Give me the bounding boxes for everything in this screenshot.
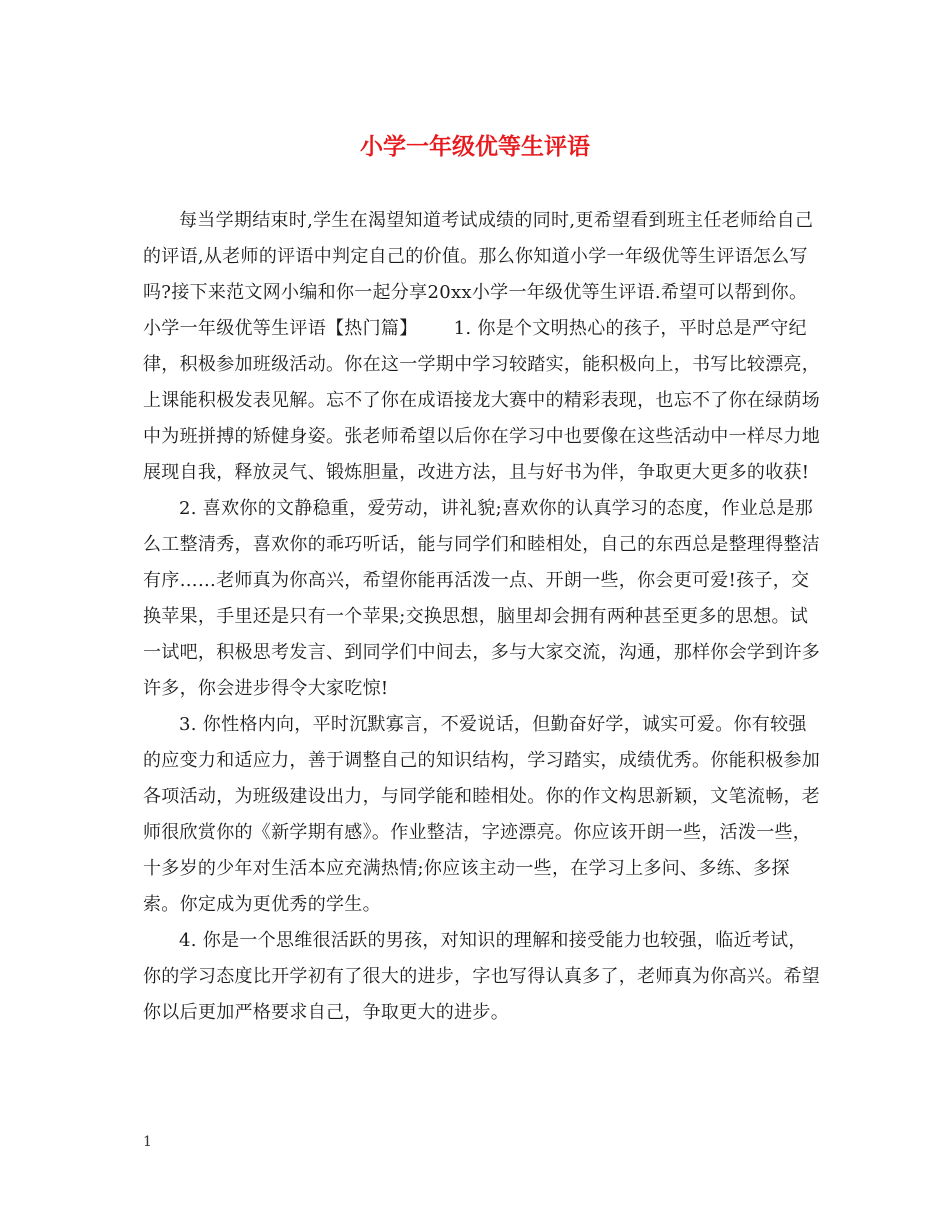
- comment-2: 2. 喜欢你的文静稳重，爱劳动，讲礼貌;喜欢你的认真学习的态度，作业总是那么工整清秀，喜欢你的乖巧听话，能与同学们和睦相处，自己的东西总是整理得整洁有序……老师真为你高兴，希望你能再活泼一点、开朗一些，你会更可爱!孩子，交换苹果，手里还是只有一个苹果;交换思想，脑里却会拥有两种甚至更多的思想。试一试吧，积极思考发言、到同学们中间去，多与大家交流，沟通，那样你会学到许多许多，你会进步得令大家吃惊!: [143, 498, 821, 699]
- comment-4: 4. 你是一个思维很活跃的男孩，对知识的理解和接受能力也较强，临近考试，你的学习态度比开学初有了很大的进步，字也写得认真多了，老师真为你高兴。希望你以后更加严格要求自己，争取更大的进步。: [143, 930, 821, 1023]
- document-body: [143, 203, 823, 1031]
- section-heading: 小学一年级优等生评语【热门篇】: [143, 318, 418, 339]
- heading-gap: [418, 318, 454, 339]
- page-number: 1: [143, 1134, 152, 1150]
- comment-1: 1. 你是个文明热心的孩子，平时总是严守纪律，积极参加班级活动。你在这一学期中学习较踏实，能积极向上，书写比较漂亮，上课能积极发表见解。忘不了你在成语接龙大赛中的精彩表现，也忘不了你在绿荫场中为班拼搏的矫健身姿。张老师希望以后你在学习中也要像在这些活动中一样尽力地展现自我，释放灵气、锻炼胆量，改进方法，且与好书为伴，争取更大更多的收获!: [143, 318, 821, 483]
- document-title: 小学一年级优等生评语: [360, 134, 590, 160]
- section-paragraph: [143, 311, 823, 491]
- comment-3: 3. 你性格内向，平时沉默寡言，不爱说话，但勤奋好学，诚实可爱。你有较强的应变力和适应力，善于调整自己的知识结构，学习踏实，成绩优秀。你能积极参加各项活动，为班级建设出力，与同学能和睦相处。你的作文构思新颖，文笔流畅，老师很欣赏你的《新学期有感》。作业整洁，字迹漂亮。你应该开朗一些，活泼一些，十多岁的少年对生活本应充满热情;你应该主动一些，在学习上多问、多练、多探索。你定成为更优秀的学生。: [143, 714, 821, 915]
- intro-paragraph: 每当学期结束时,学生在渴望知道考试成绩的同时,更希望看到班主任老师给自己的评语,从老师的评语中判定自己的价值。那么你知道小学一年级优等生评语怎么写吗?接下来范文网小编和你一起分享20xx小学一年级优等生评语.希望可以帮到你。: [143, 210, 814, 303]
